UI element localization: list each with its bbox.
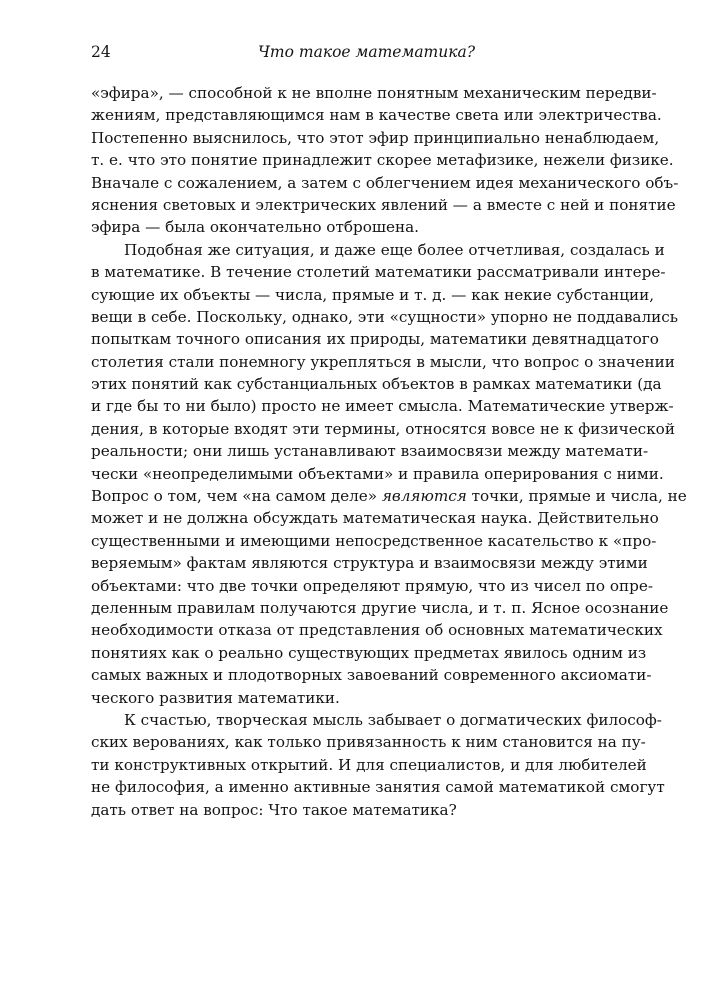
running-head — [91, 43, 642, 67]
text-line: Подобная же ситуация, и даже еще более отчетливая, создалась и — [124, 240, 665, 259]
text-line: чески «неопределимыми объектами» и правила оперирования с ними. — [91, 464, 664, 483]
paragraph-1 — [91, 82, 679, 239]
text-line: необходимости отказа от представления об основных математических — [91, 621, 663, 640]
text-line: и где бы то ни было) просто не имеет смысла. Математические утверж- — [91, 397, 674, 416]
page-number: 24 — [91, 43, 111, 61]
text-segment: точки, прямые и числа, не — [466, 487, 687, 506]
text-line: этих понятий как субстанциальных объектов в рамках математики (да — [91, 375, 662, 394]
text-line: понятиях как о реально существующих предметах явилось одним из — [91, 643, 647, 662]
text-line: объектами: что две точки определяют прямую, что из чисел по опре- — [91, 576, 653, 595]
text-line: столетия стали понемногу укрепляться в мысли, что вопрос о значении — [91, 352, 675, 371]
text-line: не философия, а именно активные занятия самой математикой смогут — [91, 778, 665, 797]
text-line: веряемым» фактам являются структура и взаимосвязи между этими — [91, 554, 648, 573]
paragraph-2 — [91, 239, 687, 709]
text-line: яснения световых и электрических явлений — а вместе с ней и понятие — [91, 195, 676, 214]
text-line: ти конструктивных открытий. И для специалистов, и для любителей — [91, 755, 647, 774]
text-line — [91, 485, 687, 507]
text-line: сующие их объекты — числа, прямые и т. д. — как некие субстанции, — [91, 285, 655, 304]
text-line: ских верованиях, как только привязанность к ним становится на пу- — [91, 733, 646, 752]
text-line: Постепенно выяснилось, что этот эфир принципиально ненаблюдаем, — [91, 128, 660, 147]
text-line: реальности; они лишь устанавливают взаимосвязи между математи- — [91, 442, 649, 461]
text-line: дать ответ на вопрос: Что такое математика? — [91, 800, 457, 819]
text-line: дения, в которые входят эти термины, относятся вовсе не к физической — [91, 419, 675, 438]
text-line: попыткам точного описания их природы, математики девятнадцатого — [91, 330, 659, 349]
text-line: жениям, представляющимся нам в качестве света или электричества. — [91, 106, 662, 125]
text-line: может и не должна обсуждать математическая наука. Действительно — [91, 509, 659, 528]
text-line: т. е. что это понятие принадлежит скорее метафизике, нежели физике. — [91, 151, 674, 170]
text-line: вещи в себе. Поскольку, однако, эти «сущности» упорно не поддавались — [91, 307, 679, 326]
running-title: Что такое математика? — [257, 43, 476, 61]
emphasized-word: являются — [381, 487, 467, 506]
text-line: самых важных и плодотворных завоеваний современного аксиомати- — [91, 666, 652, 685]
text-line: Вначале с сожалением, а затем с облегчением идея механического объ- — [91, 173, 679, 192]
text-line: существенными и имеющими непосредственное касательство к «про- — [91, 531, 657, 550]
text-line: в математике. В течение столетий математики рассматривали интере- — [91, 263, 666, 282]
paragraph-3 — [91, 709, 665, 821]
text-line: ческого развития математики. — [91, 688, 340, 707]
text-line: К счастью, творческая мысль забывает о догматических философ- — [124, 710, 662, 729]
body-text — [91, 82, 687, 821]
text-segment: Вопрос о том, чем «на самом деле» — [91, 487, 382, 506]
text-line: эфира — была окончательно отброшена. — [91, 218, 419, 237]
text-line: «эфира», — способной к не вполне понятным механическим передви- — [91, 84, 657, 102]
text-line: деленным правилам получаются другие числа, и т. п. Ясное осознание — [91, 598, 669, 617]
